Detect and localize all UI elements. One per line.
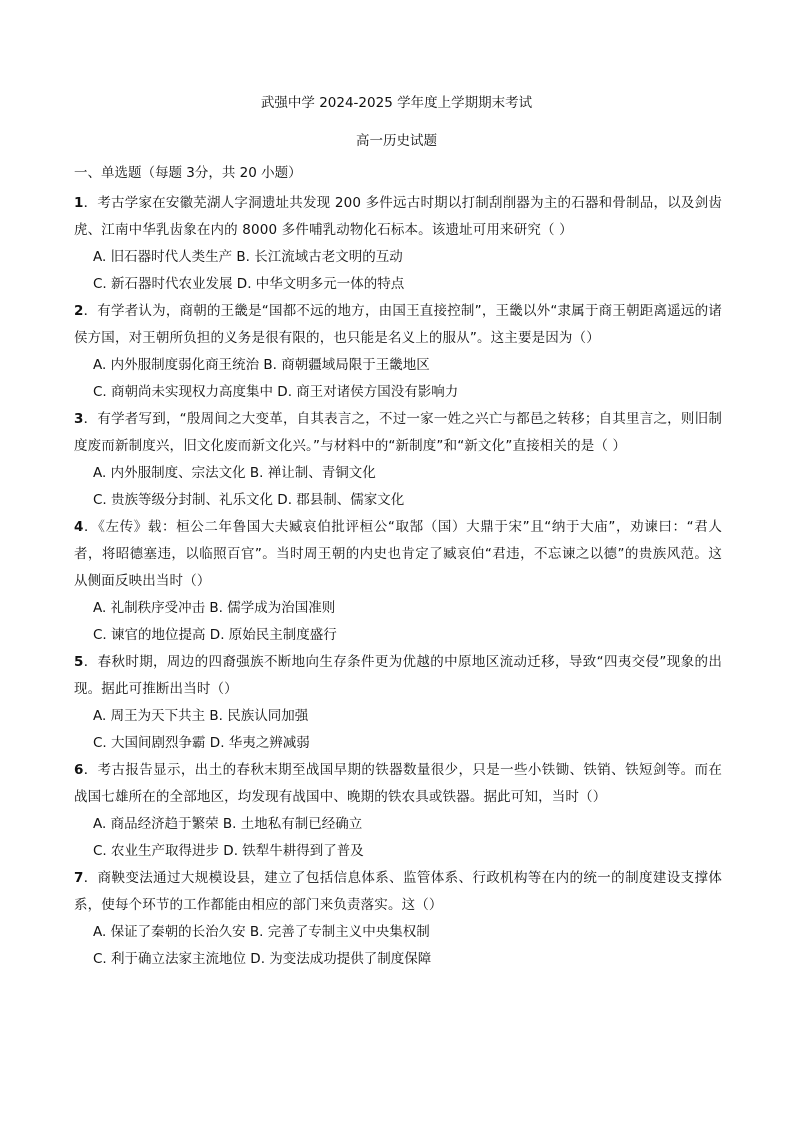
option-line: C. 谏官的地位提高 D. 原始民主制度盛行: [93, 627, 337, 643]
option-line: A. 内外服制度弱化商王统治 B. 商朝疆域局限于王畿地区: [93, 357, 430, 373]
question-text: ．《左传》载：桓公二年鲁国大夫臧哀伯批评桓公“取郜（国）大鼎于宋”且“纳于大庙”，劝谏曰：“君人者，将昭德塞违，以临照百官”。当时周王朝的内史也肯定了臧哀伯“君违，不忘谏之以德”的贵族风范。这从侧面反映出当时（）: [74, 519, 722, 589]
question-text: ．春秋时期，周边的四裔强族不断地向生存条件更为优越的中原地区流动迁移，导致“四夷交侵”现象的出现。据此可推断出当时（）: [74, 654, 722, 697]
option-line: A. 内外服制度、宗法文化 B. 禅让制、青铜文化: [93, 465, 376, 481]
question-stem: [74, 514, 722, 595]
question-stem: [74, 406, 722, 460]
option-line: C. 利于确立法家主流地位 D. 为变法成功提供了制度保障: [93, 951, 432, 967]
question-2: [74, 298, 722, 406]
question-stem: [74, 649, 722, 703]
exam-title: 武强中学 2024-2025 学年度上学期期末考试: [260, 95, 533, 111]
question-4: [74, 514, 722, 649]
question-text: ．有学者认为，商朝的王畿是“国都不远的地方，由国王直接控制”，王畿以外“隶属于商王朝距离遥远的诸侯方国，对王朝所负担的义务是很有限的，也只能是名义上的服从”。这主要是因为（）: [74, 303, 722, 346]
question-number: 7: [74, 870, 84, 886]
question-3: [74, 406, 722, 514]
option-line: A. 商品经济趋于繁荣 B. 土地私有制已经确立: [93, 816, 363, 832]
question-text: ．有学者写到，“殷周间之大变革，自其表言之，不过一家一姓之兴亡与都邑之转移；自其里言之，则旧制度废而新制度兴，旧文化废而新文化兴。”与材料中的“新制度”和“新文化”直接相关的是（ ）: [74, 411, 722, 454]
option-line: A. 礼制秩序受冲击 B. 儒学成为治国准则: [93, 600, 336, 616]
option-line: C. 贵族等级分封制、礼乐文化 D. 郡县制、儒家文化: [93, 492, 405, 508]
question-7: [74, 865, 722, 973]
question-1: [74, 190, 722, 298]
question-number: 5: [74, 654, 84, 670]
exam-subtitle: 高一历史试题: [356, 133, 437, 149]
option-line: C. 新石器时代农业发展 D. 中华文明多元一体的特点: [93, 276, 405, 292]
question-stem: [74, 757, 722, 811]
option-line: C. 商朝尚未实现权力高度集中 D. 商王对诸侯方国没有影响力: [93, 384, 459, 400]
question-number: 3: [74, 411, 84, 427]
question-5: [74, 649, 722, 757]
question-6: [74, 757, 722, 865]
question-number: 6: [74, 762, 84, 778]
option-line: A. 旧石器时代人类生产 B. 长江流域古老文明的互动: [93, 249, 403, 265]
exam-content: [74, 163, 722, 973]
question-stem: [74, 190, 722, 244]
question-number: 4: [74, 519, 84, 535]
question-number: 1: [74, 195, 84, 211]
option-line: A. 周王为天下共主 B. 民族认同加强: [93, 708, 309, 724]
option-line: C. 大国间剧烈争霸 D. 华夷之辨减弱: [93, 735, 310, 751]
question-stem: [74, 865, 722, 919]
option-line: C. 农业生产取得进步 D. 铁犁牛耕得到了普及: [93, 843, 364, 859]
question-stem: [74, 298, 722, 352]
question-text: ．考古报告显示，出土的春秋末期至战国早期的铁器数量很少，只是一些小铁锄、铁销、铁短剑等。而在战国七雄所在的全部地区，均发现有战国中、晚期的铁农具或铁器。据此可知，当时（）: [74, 762, 722, 805]
section-heading: 一、单选题（每题 3分，共 20 小题）: [74, 165, 302, 181]
question-number: 2: [74, 303, 84, 319]
question-text: ．商鞅变法通过大规模设县，建立了包括信息体系、监管体系、行政机构等在内的统一的制度建设支撑体系，使每个环节的工作都能由相应的部门来负责落实。这（）: [74, 870, 722, 913]
question-text: ．考古学家在安徽芜湖人字洞遗址共发现 200 多件远古时期以打制刮削器为主的石器和骨制品，以及剑齿虎、江南中华乳齿象在内的 8000 多件哺乳动物化石标本。该遗址可用来研究（ ）: [74, 195, 722, 238]
option-line: A. 保证了秦朝的长治久安 B. 完善了专制主义中央集权制: [93, 924, 430, 940]
